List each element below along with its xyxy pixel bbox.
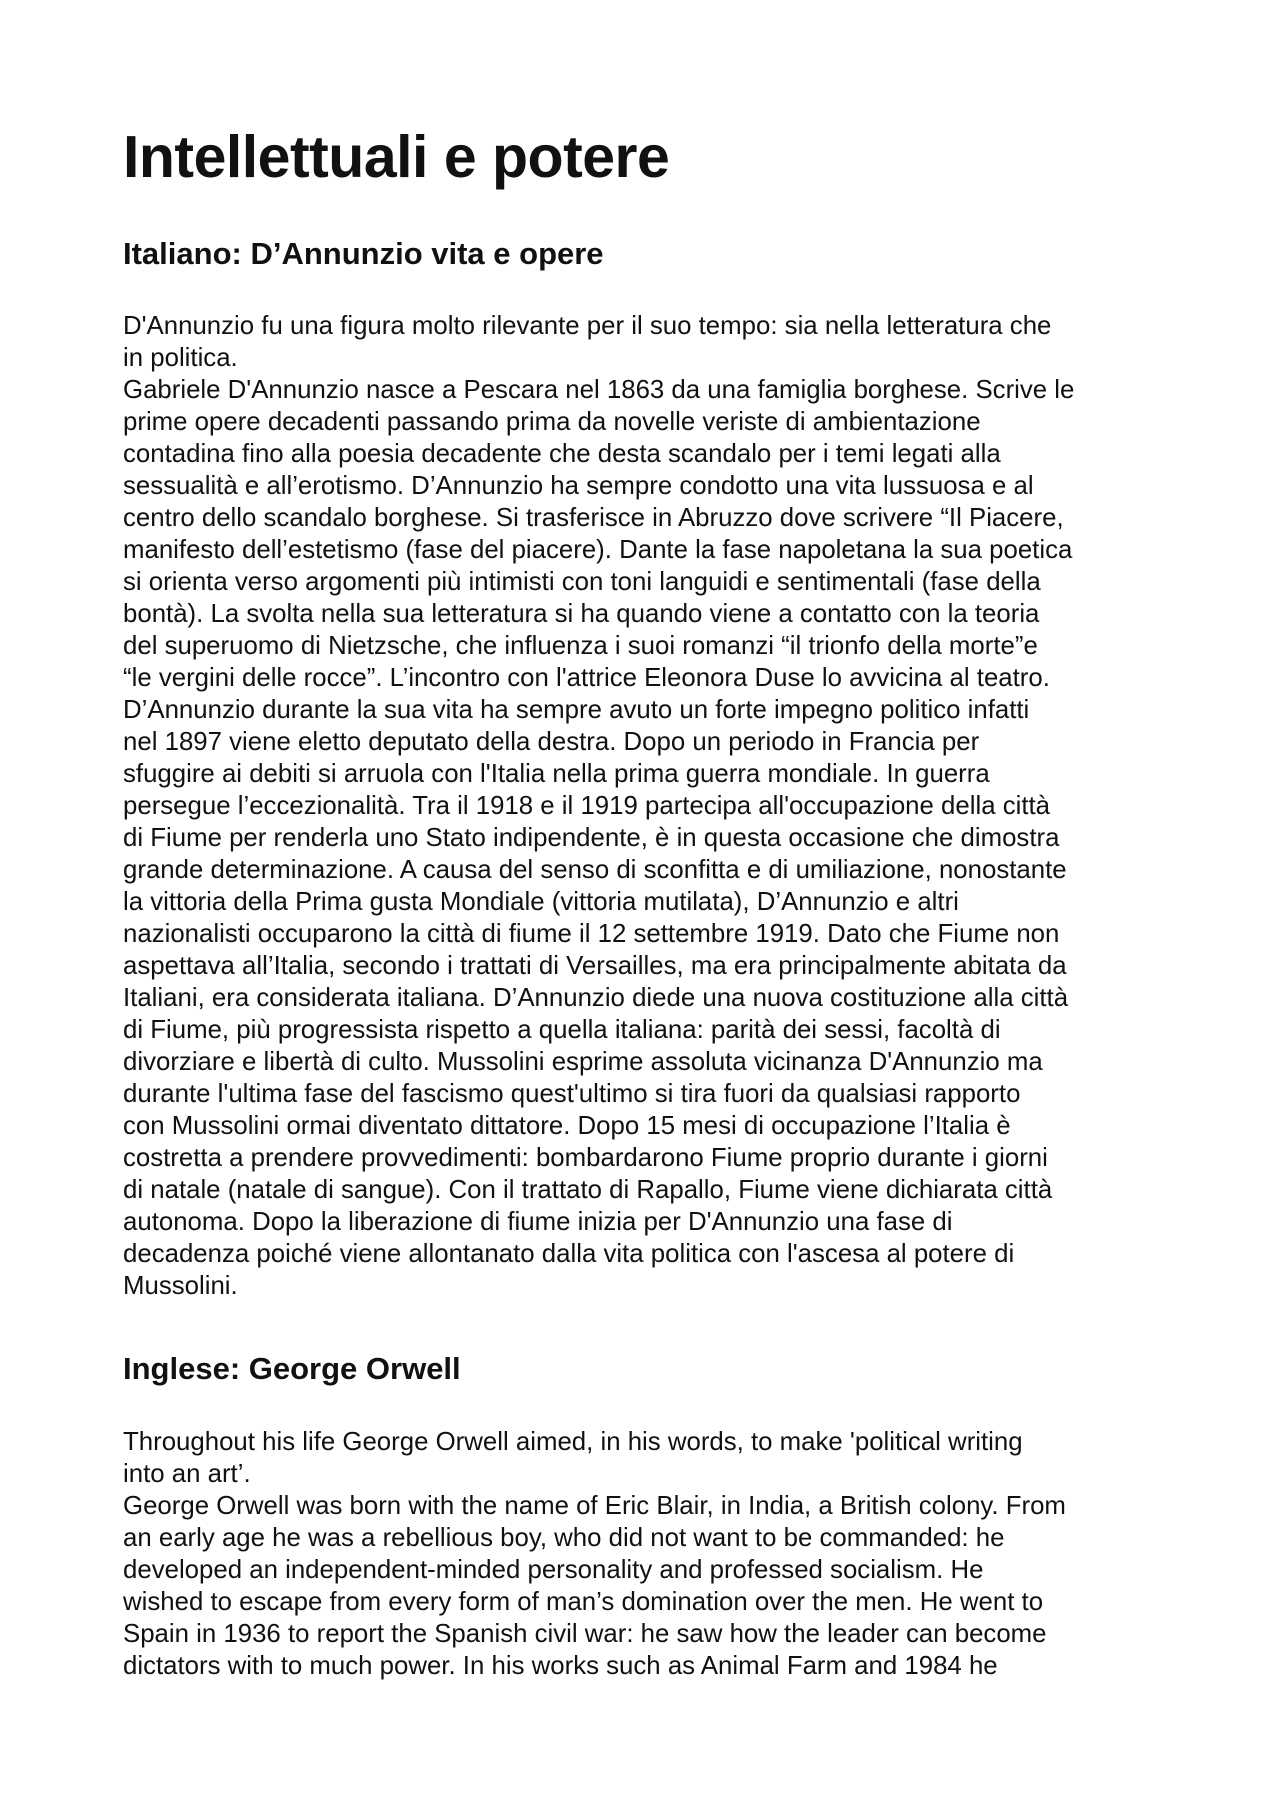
text-line: autonoma. Dopo la liberazione di fiume inizia per D'Annunzio una fase di [123, 1208, 953, 1236]
text-line: dictators with to much power. In his works such as Animal Farm and 1984 he [123, 1652, 998, 1680]
text-line: divorziare e libertà di culto. Mussolini esprime assoluta vicinanza D'Annunzio ma [123, 1048, 1043, 1076]
text-line: Throughout his life George Orwell aimed, in his words, to make 'political writing [123, 1428, 1023, 1456]
text-line: di Fiume per renderla uno Stato indipendente, è in questa occasione che dimostra [123, 824, 1060, 852]
text-line: developed an independent-minded personality and professed socialism. He [123, 1556, 984, 1584]
text-line: centro dello scandalo borghese. Si trasferisce in Abruzzo dove scrivere “Il Piacere, [123, 504, 1064, 532]
section-heading-italiano: Italiano: D’Annunzio vita e opere [123, 236, 604, 271]
text-line: nel 1897 viene eletto deputato della destra. Dopo un periodo in Francia per [123, 728, 980, 756]
text-line: bontà). La svolta nella sua letteratura si ha quando viene a contatto con la teoria [123, 600, 1040, 628]
text-line: D'Annunzio fu una figura molto rilevante per il suo tempo: sia nella letteratura che [123, 312, 1052, 340]
text-line: “le vergini delle rocce”. L’incontro con l'attrice Eleonora Duse lo avvicina al teatro. [123, 664, 1050, 692]
text-line: di natale (natale di sangue). Con il trattato di Rapallo, Fiume viene dichiarata città [123, 1176, 1053, 1204]
section-heading-inglese: Inglese: George Orwell [123, 1351, 461, 1386]
text-line: grande determinazione. A causa del senso di sconfitta e di umiliazione, nonostante [123, 856, 1067, 884]
text-line: into an art’. [123, 1460, 251, 1488]
text-line: Gabriele D'Annunzio nasce a Pescara nel 1863 da una famiglia borghese. Scrive le [123, 376, 1075, 404]
section-body-inglese [123, 1426, 1066, 1682]
text-line: Mussolini. [123, 1272, 238, 1300]
text-line: Spain in 1936 to report the Spanish civil war: he saw how the leader can become [123, 1620, 1047, 1648]
text-line: nazionalisti occuparono la città di fiume il 12 settembre 1919. Dato che Fiume non [123, 920, 1060, 948]
text-line: di Fiume, più progressista rispetto a quella italiana: parità dei sessi, facoltà di [123, 1016, 1001, 1044]
text-line: wished to escape from every form of man’s domination over the men. He went to [123, 1588, 1044, 1616]
text-line: sfuggire ai debiti si arruola con l'Italia nella prima guerra mondiale. In guerra [123, 760, 990, 788]
text-line: aspettava all’Italia, secondo i trattati di Versailles, ma era principalmente abitata da [123, 952, 1067, 980]
text-line: George Orwell was born with the name of Eric Blair, in India, a British colony. From [123, 1492, 1066, 1520]
text-line: contadina fino alla poesia decadente che desta scandalo per i temi legati alla [123, 440, 1001, 468]
text-line: durante l'ultima fase del fascismo quest'ultimo si tira fuori da qualsiasi rapporto [123, 1080, 1021, 1108]
text-line: prime opere decadenti passando prima da novelle veriste di ambientazione [123, 408, 981, 436]
text-line: D’Annunzio durante la sua vita ha sempre avuto un forte impegno politico infatti [123, 696, 1030, 724]
text-line: in politica. [123, 344, 238, 372]
document-title: Intellettuali e potere [123, 124, 670, 190]
section-body-italiano [123, 310, 1074, 1302]
text-line: persegue l’eccezionalità. Tra il 1918 e il 1919 partecipa all'occupazione della città [123, 792, 1051, 820]
text-line: costretta a prendere provvedimenti: bombardarono Fiume proprio durante i giorni [123, 1144, 1048, 1172]
text-line: si orienta verso argomenti più intimisti con toni languidi e sentimentali (fase della [123, 568, 1041, 596]
text-line: decadenza poiché viene allontanato dalla vita politica con l'ascesa al potere di [123, 1240, 1015, 1268]
text-line: del superuomo di Nietzsche, che influenza i suoi romanzi “il trionfo della morte”e [123, 632, 1038, 660]
text-line: con Mussolini ormai diventato dittatore. Dopo 15 mesi di occupazione l’Italia è [123, 1112, 1011, 1140]
text-line: Italiani, era considerata italiana. D’Annunzio diede una nuova costituzione alla città [123, 984, 1069, 1012]
text-line: an early age he was a rebellious boy, who did not want to be commanded: he [123, 1524, 1005, 1552]
text-line: manifesto dell’estetismo (fase del piacere). Dante la fase napoletana la sua poetica [123, 536, 1073, 564]
text-line: sessualità e all’erotismo. D’Annunzio ha sempre condotto una vita lussuosa e al [123, 472, 1034, 500]
text-line: la vittoria della Prima gusta Mondiale (vittoria mutilata), D’Annunzio e altri [123, 888, 959, 916]
